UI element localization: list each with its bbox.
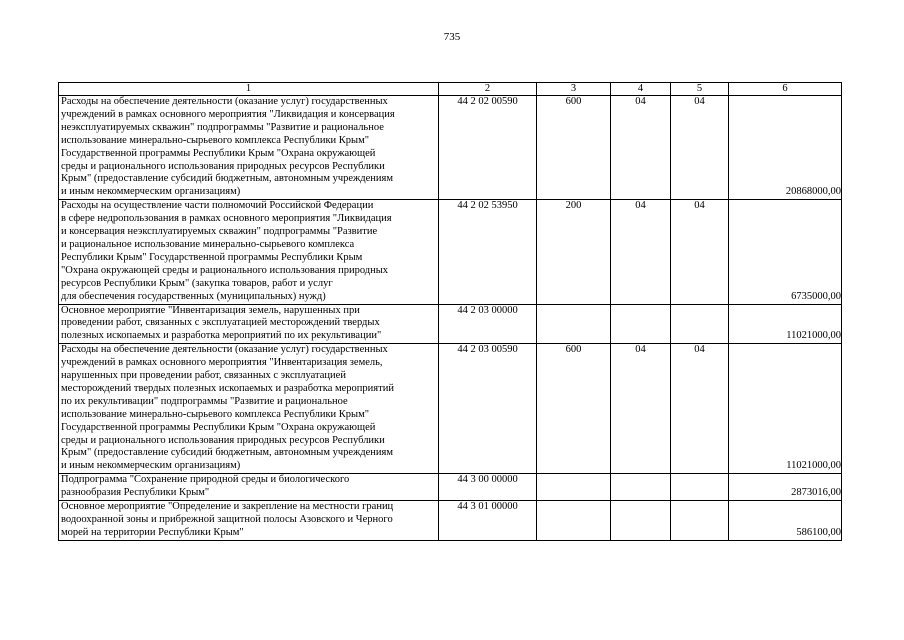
row-subsection: 04 (671, 200, 729, 304)
row-expense-type (537, 474, 611, 501)
row-section: 04 (611, 200, 671, 304)
row-expense-type (537, 304, 611, 344)
row-expense-type (537, 501, 611, 541)
row-description: Расходы на обеспечение деятельности (оказание услуг) государственных учреждений в рамках основного мероприятия "Ликвидация и консервация неэксплуатируемых скважин" подпрограммы "Развитие и рациональное использование минерально-сырьевого комплекса Республики Крым" Государственной программы Республики Крым "Охрана окружающей среды и рационального использования природных ресурсов Республики Крым" (предоставление субсидий бюджетным, автономным учреждениям и иным некоммерческим организациям) (59, 96, 439, 200)
row-expense-type: 600 (537, 344, 611, 474)
table-row (59, 96, 842, 200)
column-header-4: 4 (611, 83, 671, 96)
row-subsection (671, 474, 729, 501)
row-amount: 6735000,00 (729, 200, 842, 304)
row-target-code: 44 3 01 00000 (439, 501, 537, 541)
column-header-1: 1 (59, 83, 439, 96)
row-amount: 20868000,00 (729, 96, 842, 200)
row-section: 04 (611, 96, 671, 200)
row-description: Расходы на обеспечение деятельности (оказание услуг) государственных учреждений в рамках основного мероприятия "Инвентаризация земель, нарушенных при проведении работ, связанных с эксплуатацией месторождений твердых полезных ископаемых и разработка мероприятий по их рекультивации" подпрограммы "Развитие и рациональное использование минерально-сырьевого комплекса Республики Крым" Государственной программы Республики Крым "Охрана окружающей среды и рационального использования природных ресурсов Республики Крым" (предоставление субсидий бюджетным, автономным учреждениям и иным некоммерческим организациям) (59, 344, 439, 474)
row-target-code: 44 3 00 00000 (439, 474, 537, 501)
column-header-5: 5 (671, 83, 729, 96)
row-subsection: 04 (671, 96, 729, 200)
row-section (611, 501, 671, 541)
row-section: 04 (611, 344, 671, 474)
column-header-2: 2 (439, 83, 537, 96)
row-target-code: 44 2 02 00590 (439, 96, 537, 200)
table-row (59, 474, 842, 501)
column-header-6: 6 (729, 83, 842, 96)
row-expense-type: 200 (537, 200, 611, 304)
row-section (611, 304, 671, 344)
row-expense-type: 600 (537, 96, 611, 200)
row-description: Основное мероприятие "Инвентаризация земель, нарушенных при проведении работ, связанных с эксплуатацией месторождений твердых полезных ископаемых и разработка мероприятий по их рекультивации" (59, 304, 439, 344)
row-description: Основное мероприятие "Определение и закрепление на местности границ водоохранной зоны и прибрежной защитной полосы Азовского и Черного морей на территории Республики Крым" (59, 501, 439, 541)
row-amount: 11021000,00 (729, 304, 842, 344)
row-target-code: 44 2 03 00590 (439, 344, 537, 474)
row-target-code: 44 2 03 00000 (439, 304, 537, 344)
row-target-code: 44 2 02 53950 (439, 200, 537, 304)
row-description: Подпрограмма "Сохранение природной среды и биологического разнообразия Республики Крым" (59, 474, 439, 501)
row-subsection: 04 (671, 344, 729, 474)
row-amount: 2873016,00 (729, 474, 842, 501)
page-number: 735 (443, 31, 461, 43)
row-amount: 11021000,00 (729, 344, 842, 474)
table-row (59, 501, 842, 541)
row-description: Расходы на осуществление части полномочий Российской Федерации в сфере недропользования в рамках основного мероприятия "Ликвидация и консервация неэксплуатируемых скважин" подпрограммы "Развитие и рациональное использование минерально-сырьевого комплекса Республики Крым" Государственной программы Республики Крым "Охрана окружающей среды и рационального использования природных ресурсов Республики Крым" (закупка товаров, работ и услуг для обеспечения государственных (муниципальных) нужд) (59, 200, 439, 304)
row-subsection (671, 501, 729, 541)
budget-table (58, 82, 842, 541)
row-amount: 586100,00 (729, 501, 842, 541)
row-section (611, 474, 671, 501)
table-row (59, 304, 842, 344)
table-row (59, 344, 842, 474)
table-row (59, 200, 842, 304)
row-subsection (671, 304, 729, 344)
column-header-3: 3 (537, 83, 611, 96)
column-number-row (59, 83, 842, 96)
